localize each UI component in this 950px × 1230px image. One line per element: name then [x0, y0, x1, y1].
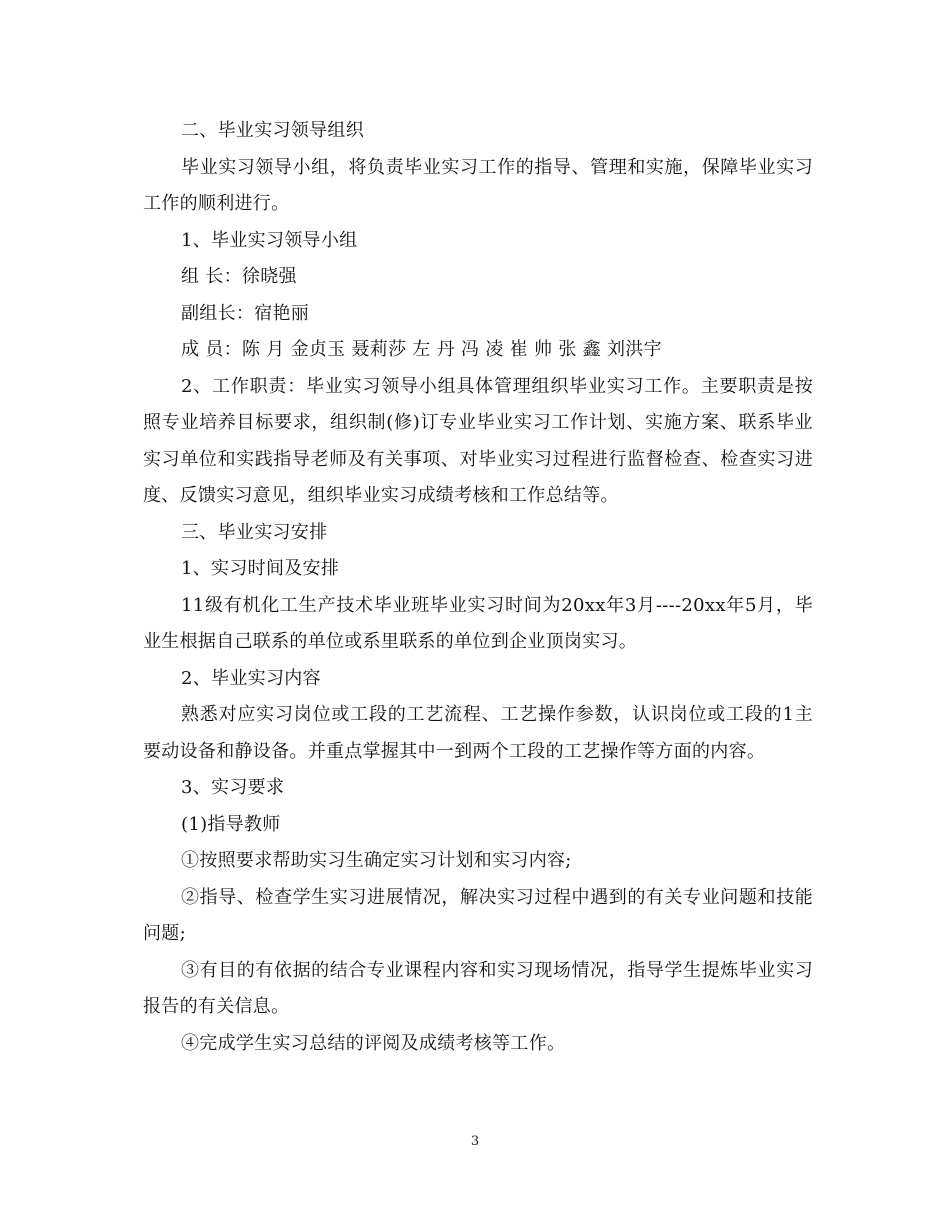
page-number: 3	[470, 1134, 480, 1149]
subheading-time-arrangement: 1、实习时间及安排	[181, 558, 340, 579]
document-body	[143, 113, 813, 1062]
line-deputy-leader: 副组长：宿艳丽	[181, 302, 310, 324]
paragraph-leadership-intro: 毕业实习领导小组，将负责毕业实习工作的指导、管理和实施，保障毕业实习工作的顺利进行。	[143, 156, 813, 214]
list-item-3: ③有目的有依据的结合专业课程内容和实习现场情况，指导学生提炼毕业实习报告的有关信息。	[143, 959, 813, 1017]
list-item-2: ②指导、检查学生实习进展情况，解决实习过程中遇到的有关专业问题和技能问题;	[143, 886, 813, 944]
subheading-leadership-group: 1、毕业实习领导小组	[181, 229, 358, 251]
section-heading-arrangement: 三、毕业实习安排	[181, 521, 328, 543]
subheading-instructor: (1)指导教师	[181, 813, 281, 835]
paragraph-duties: 2、工作职责：毕业实习领导小组具体管理组织毕业实习工作。主要职责是按照专业培养目标要求，组织制(修)订专业毕业实习工作计划、实施方案、联系毕业实习单位和实践指导老师及有关事项、对毕业实习过程进行监督检查、检查实习进度、反馈实习意见，组织毕业实习成绩考核和工作总结等。	[143, 375, 813, 506]
section-heading-leadership: 二、毕业实习领导组织	[181, 120, 364, 141]
paragraph-internship-content: 熟悉对应实习岗位或工段的工艺流程、工艺操作参数，认识岗位或工段的1主要动设备和静设备。并重点掌握其中一到两个工段的工艺操作等方面的内容。	[143, 704, 813, 762]
subheading-requirements: 3、实习要求	[181, 777, 285, 798]
list-item-4: ④完成学生实习总结的评阅及成绩考核等工作。	[181, 1032, 566, 1054]
line-group-leader: 组 长：徐晓强	[181, 266, 297, 287]
line-members: 成 员：陈 月 金贞玉 聂莉莎 左 丹 冯 凌 崔 帅 张 鑫 刘洪宇	[181, 339, 662, 360]
subheading-internship-content: 2、毕业实习内容	[181, 667, 321, 689]
paragraph-time-arrangement: 11级有机化工生产技术毕业班毕业实习时间为20xx年3月----20xx年5月，毕业生根据自己联系的单位或系里联系的单位到企业顶岗实习。	[143, 594, 813, 652]
list-item-1: ①按照要求帮助实习生确定实习计划和实习内容;	[181, 850, 572, 871]
